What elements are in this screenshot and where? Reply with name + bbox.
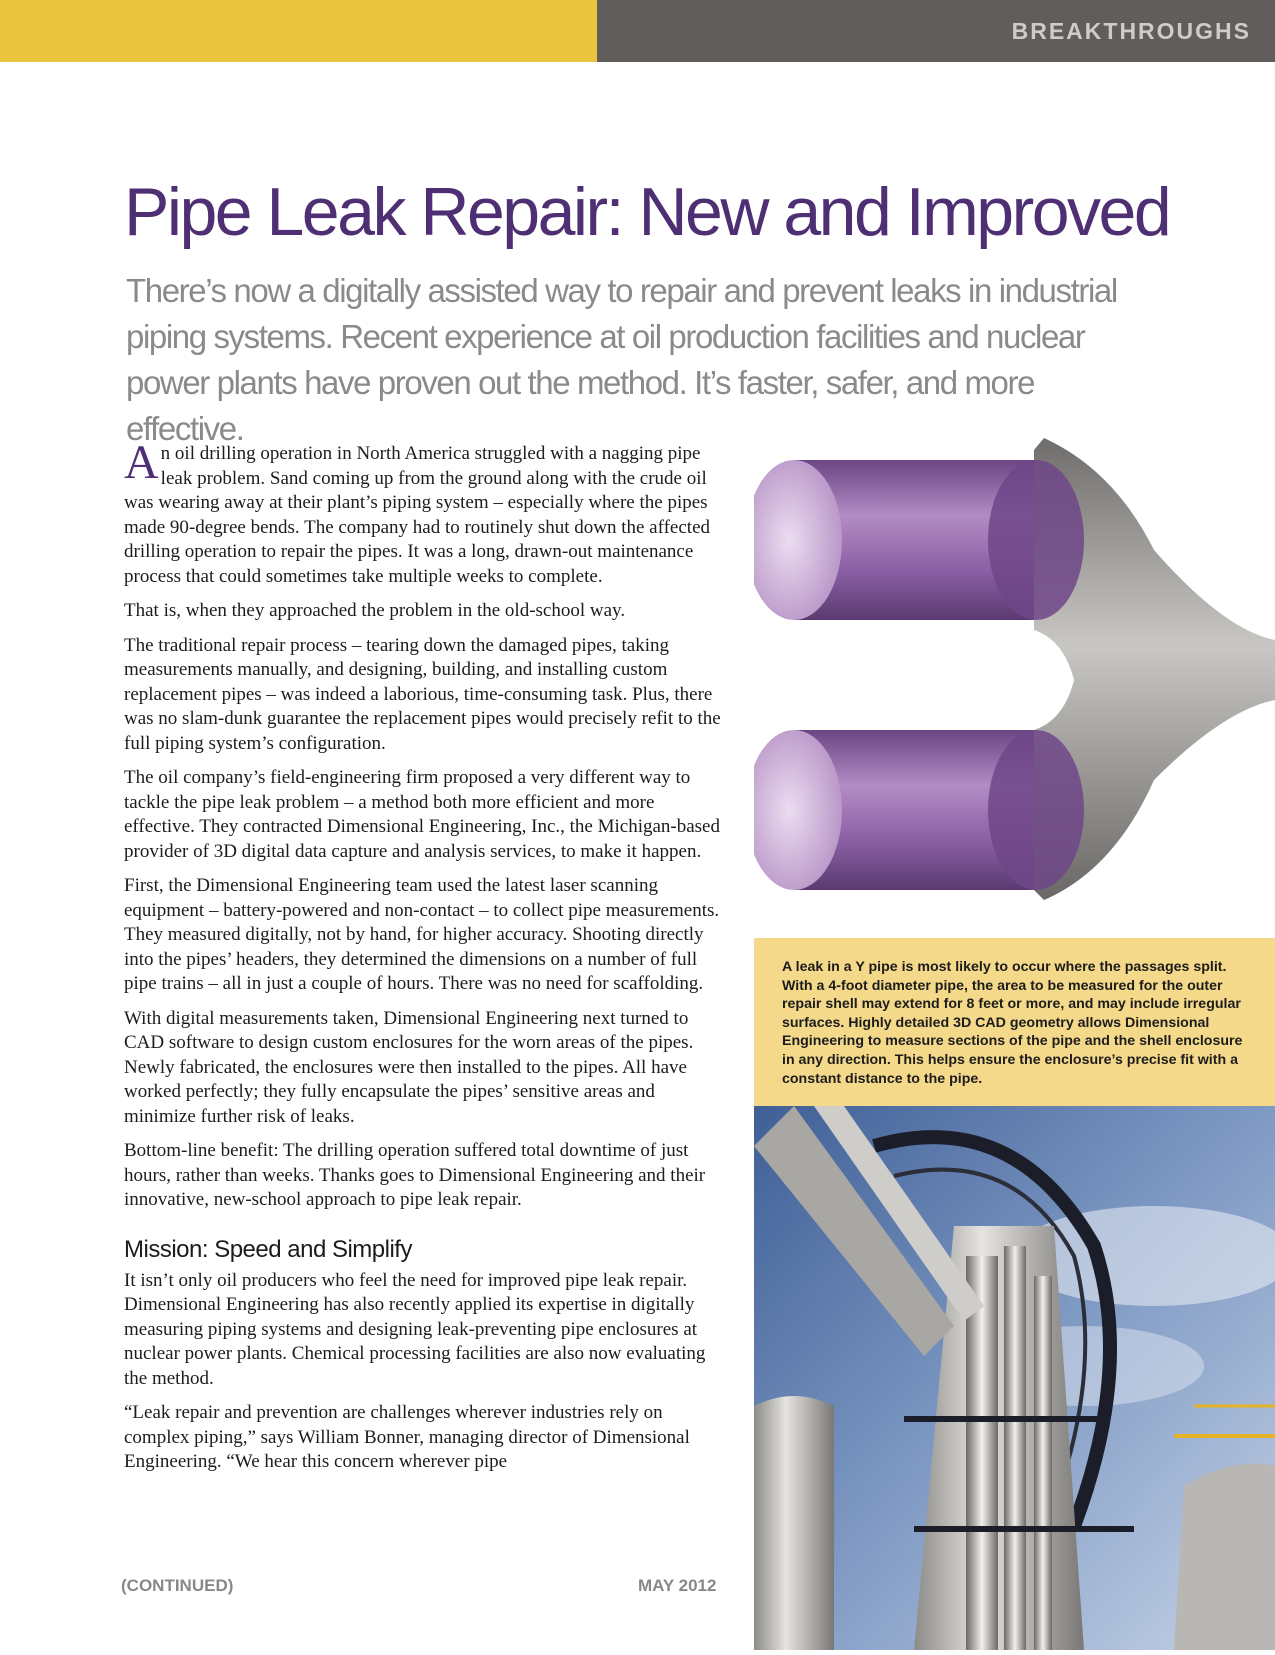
- paragraph-3: The traditional repair process – tearing down the damaged pipes, taking measurements manually, and designing, building, and installing custom replacement pipes – was indeed a laborious, time-consuming task. Plus, there was no slam-dunk guarantee the replacement pipes would precisely refit to the full piping system’s configuration.: [124, 634, 721, 754]
- paragraph-7: Bottom-line benefit: The drilling operation suffered total downtime of just hours, rather than weeks. Thanks goes to Dimensional Engineering and their innovative, new-school approach to pipe leak repair.: [124, 1140, 706, 1210]
- header-bar: [0, 0, 1275, 62]
- article-body: [124, 436, 728, 1485]
- paragraph-1: [124, 436, 728, 589]
- figure-caption: A leak in a Y pipe is most likely to occur where the passages split. With a 4-foot diameter pipe, the area to be measured for the outer repair shell may extend for 8 feet or more, and may include irregular surfaces. Highly detailed 3D CAD geometry allows Dimensional Engineering to measure sections of the pipe and the shell enclosure in any direction. This helps ensure the enclosure’s precise fit with a constant distance to the pipe.: [782, 959, 1243, 1087]
- upper-pipe-seam: [988, 460, 1084, 620]
- drop-cap: A: [124, 436, 159, 489]
- issue-date: MAY 2012: [638, 1576, 717, 1595]
- tower-left: [754, 1396, 834, 1650]
- platform-railing: [914, 1526, 1134, 1532]
- paragraph-1-text: n oil drilling operation in North America struggled with a nagging pipe leak problem. Sand coming up from the ground along with the crude oil was wearing away at their plant’s piping system – especially where the pipes made 90-degree bends. The company had to routinely shut down the affected drilling operation to repair the pipes. It was a long, drawn-out maintenance process that could sometimes take multiple weeks to complete.: [124, 443, 711, 587]
- article-title: Pipe Leak Repair: New and Improved: [124, 174, 1170, 250]
- lower-pipe-seam: [988, 730, 1084, 890]
- paragraph-8: It isn’t only oil producers who feel the need for improved pipe leak repair. Dimensional Engineering has also recently applied its expertise in digitally measuring piping systems and designing leak-preventing pipe enclosures at nuclear power plants. Chemical processing facilities are also now evaluating the method.: [124, 1269, 706, 1389]
- vertical-pipe: [1004, 1246, 1026, 1650]
- y-pipe-illustration: [754, 430, 1275, 920]
- paragraph-6: With digital measurements taken, Dimensional Engineering next turned to CAD software to design custom enclosures for the worn areas of the pipes. Newly fabricated, the enclosures were then installed to the pipes. All have worked perfectly; they fully encapsulate the pipes’ sensitive areas and minimize further risk of leaks.: [124, 1007, 694, 1127]
- section-label: BREAKTHROUGHS: [1011, 18, 1251, 44]
- vertical-pipe: [1034, 1276, 1052, 1650]
- paragraph-4: The oil company’s field-engineering firm proposed a very different way to tackle the pipe leak problem – a method both more efficient and more effective. They contracted Dimensional Engineering, Inc., the Michigan-based provider of 3D digital data capture and analysis services, to make it happen.: [124, 767, 720, 862]
- header-accent-yellow: [0, 0, 597, 62]
- tower-right: [1174, 1464, 1275, 1651]
- paragraph-9: “Leak repair and prevention are challenges wherever industries rely on complex piping,” says William Bonner, managing director of Dimensional Engineering. “We hear this concern wherever pipe: [124, 1402, 690, 1472]
- refinery-photo: [754, 1106, 1275, 1650]
- platform-railing: [904, 1416, 1104, 1422]
- paragraph-5: First, the Dimensional Engineering team used the latest laser scanning equipment – battery-powered and non-contact – to collect pipe measurements. They measured digitally, not by hand, for higher accuracy. Shooting directly into the pipes’ headers, they determined the dimensions on a number of full pipe trains – all in just a couple of hours. There was no need for scaffolding.: [124, 875, 720, 994]
- paragraph-2: That is, when they approached the problem in the old-school way.: [124, 600, 626, 621]
- section-heading: Mission: Speed and Simplify: [124, 1235, 412, 1263]
- article-subtitle: There’s now a digitally assisted way to repair and prevent leaks in industrial piping systems. Recent experience at oil production facilities and nuclear power plants have proven out the method. It’s faster, safer, and more effective.: [126, 272, 1117, 447]
- continued-label: (CONTINUED): [121, 1576, 234, 1595]
